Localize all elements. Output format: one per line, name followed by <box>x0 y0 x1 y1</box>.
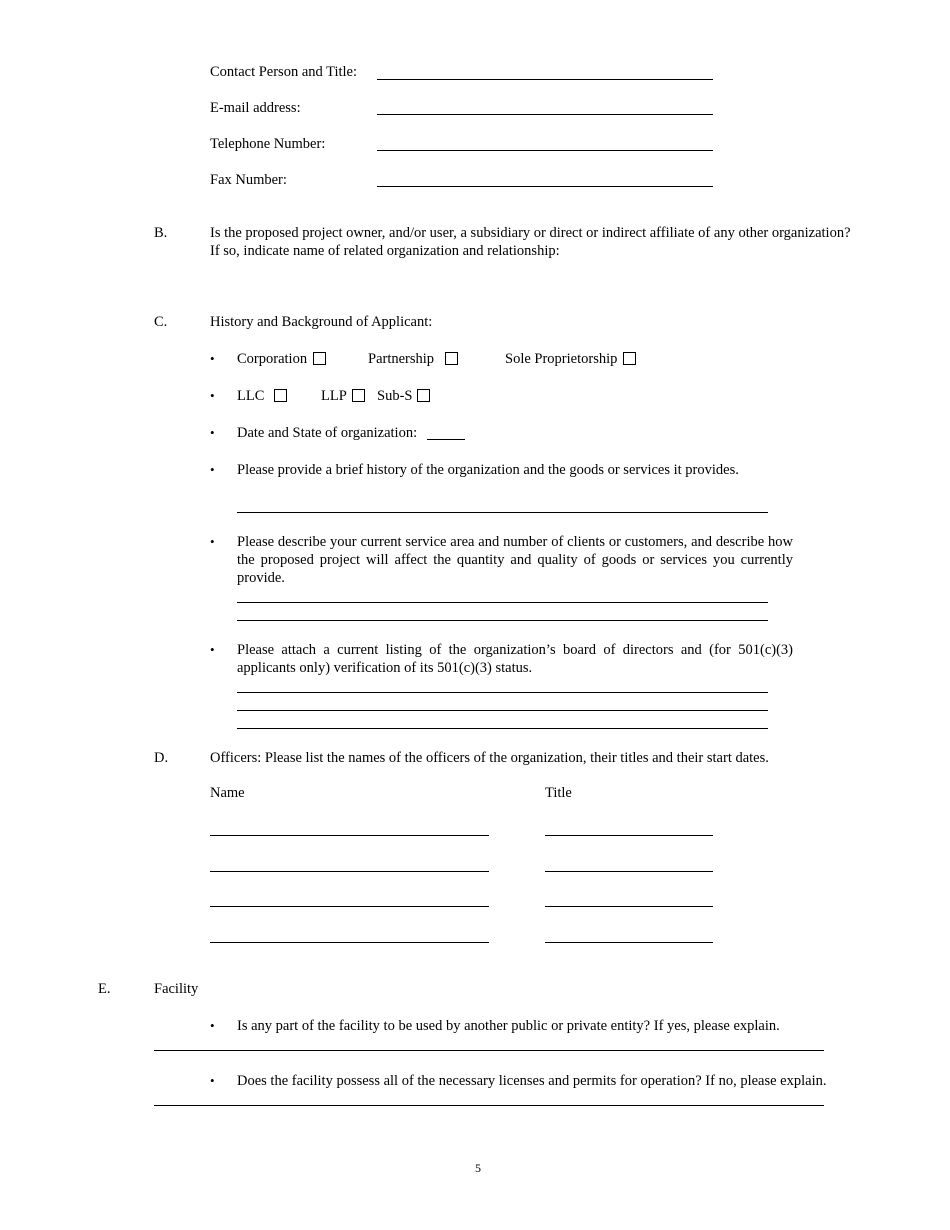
service-area-answer-line[interactable] <box>237 602 768 603</box>
partnership-checkbox[interactable] <box>445 352 458 365</box>
bullet: • <box>210 1018 215 1033</box>
llc-checkbox[interactable] <box>274 389 287 402</box>
board-answer-line[interactable] <box>237 728 768 729</box>
facility-shared-use-prompt: Is any part of the facility to be used by another public or private entity? If yes, please explain. <box>237 1018 780 1034</box>
bullet: • <box>210 425 215 440</box>
bullet: • <box>210 388 215 403</box>
email-field[interactable] <box>377 114 713 115</box>
section-b-question-line2: If so, indicate name of related organization and relationship: <box>210 243 560 259</box>
board-answer-line[interactable] <box>237 710 768 711</box>
contact-person-field[interactable] <box>377 79 713 80</box>
partnership-label: Partnership <box>368 351 435 367</box>
sub-s-label: Sub-S <box>377 388 413 404</box>
board-answer-line[interactable] <box>237 692 768 693</box>
sub-s-checkbox[interactable] <box>417 389 430 402</box>
officers-name-header: Name <box>210 785 245 801</box>
section-e-letter: E. <box>98 981 111 997</box>
bullet: • <box>210 462 215 477</box>
officer-name-field[interactable] <box>210 942 489 943</box>
sub-s-option <box>377 387 430 405</box>
sole-proprietorship-label: Sole Proprietorship <box>505 351 618 367</box>
officer-title-field[interactable] <box>545 835 713 836</box>
telephone-field[interactable] <box>377 150 713 151</box>
llc-label: LLC <box>237 388 265 404</box>
bullet: • <box>210 1073 215 1088</box>
bullet: • <box>210 534 215 549</box>
sole-proprietorship-checkbox[interactable] <box>623 352 636 365</box>
sole-proprietorship-option <box>505 350 636 368</box>
facility-shared-use-answer-line[interactable] <box>154 1050 824 1051</box>
facility-licenses-answer-line[interactable] <box>154 1105 824 1106</box>
history-answer-line[interactable] <box>237 512 768 513</box>
officer-title-field[interactable] <box>545 942 713 943</box>
telephone-label: Telephone Number: <box>210 136 326 152</box>
page-number: 5 <box>475 1161 481 1175</box>
officer-name-field[interactable] <box>210 871 489 872</box>
llp-option <box>321 387 365 405</box>
officers-title-header: Title <box>545 785 572 801</box>
board-prompt: Please attach a current listing of the organization’s board of directors and (for 501(c)(3) applicants only) verification of its 501(c)(3) status. <box>237 642 793 676</box>
bullet: • <box>210 642 215 657</box>
partnership-option <box>368 350 458 368</box>
section-c-title: History and Background of Applicant: <box>210 314 433 330</box>
llc-option <box>237 387 287 405</box>
contact-person-label: Contact Person and Title: <box>210 64 358 80</box>
service-area-prompt: Please describe your current service area and number of clients or customers, and describe how the proposed project will affect the quantity and quality of goods or services you currently provide. <box>237 534 793 586</box>
facility-licenses-prompt: Does the facility possess all of the necessary licenses and permits for operation? If no, please explain. <box>237 1073 827 1089</box>
fax-label: Fax Number: <box>210 172 287 188</box>
service-area-answer-line[interactable] <box>237 620 768 621</box>
section-d-letter: D. <box>154 750 169 766</box>
officer-title-field[interactable] <box>545 871 713 872</box>
section-c-letter: C. <box>154 314 168 330</box>
section-e-title: Facility <box>154 981 199 997</box>
corporation-option <box>237 350 326 368</box>
history-prompt: Please provide a brief history of the organization and the goods or services it provides. <box>237 462 739 478</box>
officer-title-field[interactable] <box>545 906 713 907</box>
email-label: E-mail address: <box>210 100 301 116</box>
officer-name-field[interactable] <box>210 835 489 836</box>
section-b-letter: B. <box>154 225 168 241</box>
llp-label: LLP <box>321 388 347 404</box>
llp-checkbox[interactable] <box>352 389 365 402</box>
section-b-question-line1: Is the proposed project owner, and/or user, a subsidiary or direct or indirect affiliate of any other organization? <box>210 225 851 241</box>
corporation-checkbox[interactable] <box>313 352 326 365</box>
corporation-label: Corporation <box>237 351 308 367</box>
date-state-label: Date and State of organization: <box>237 425 418 441</box>
officer-name-field[interactable] <box>210 906 489 907</box>
bullet: • <box>210 351 215 366</box>
date-state-field[interactable] <box>427 439 465 440</box>
section-d-prompt: Officers: Please list the names of the officers of the organization, their titles and their start dates. <box>210 750 769 766</box>
fax-field[interactable] <box>377 186 713 187</box>
